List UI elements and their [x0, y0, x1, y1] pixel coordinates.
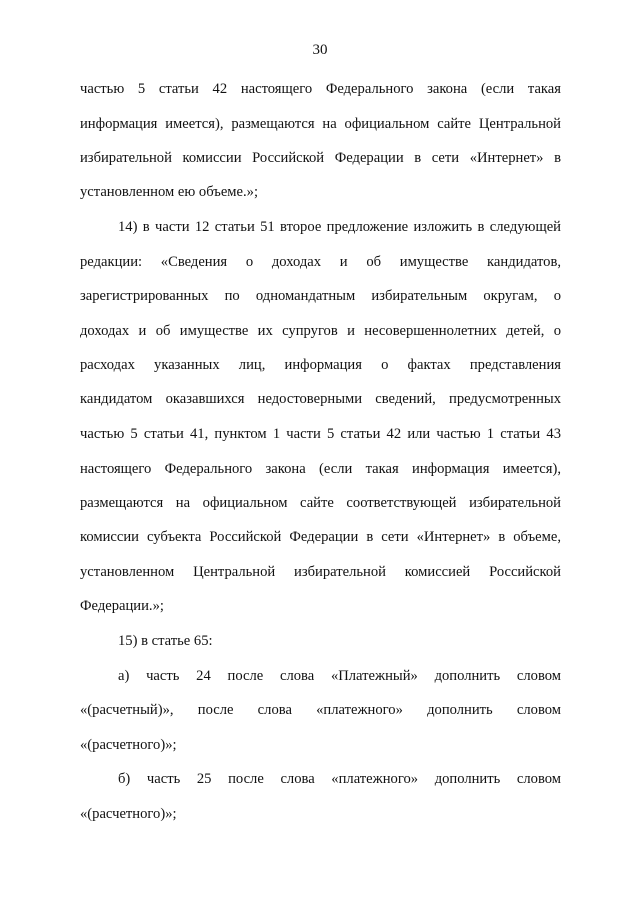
text-line: «(расчетного)»;	[80, 806, 177, 822]
text-line: б) часть 25 после слова «платежного» дополнить словом	[118, 771, 561, 787]
text-line: «(расчетного)»;	[80, 737, 177, 753]
text-line: 14) в части 12 статьи 51 второе предложение изложить в следующей	[118, 219, 561, 235]
text-line: «(расчетный)», после слова «платежного» дополнить словом	[80, 702, 561, 718]
text-line: избирательной комиссии Российской Федерации в сети «Интернет» в	[80, 150, 561, 166]
text-line: установленном Центральной избирательной комиссией Российской	[80, 564, 561, 580]
text-line: 15) в статье 65:	[118, 633, 213, 649]
text-line: а) часть 24 после слова «Платежный» дополнить словом	[118, 668, 561, 684]
text-line: настоящего Федерального закона (если такая информация имеется),	[80, 461, 561, 477]
text-line: частью 5 статьи 42 настоящего Федерального закона (если такая	[80, 81, 561, 97]
text-line: частью 5 статьи 41, пунктом 1 части 5 статьи 42 или частью 1 статьи 43	[80, 426, 561, 442]
text-line: комиссии субъекта Российской Федерации в сети «Интернет» в объеме,	[80, 529, 561, 545]
text-line: зарегистрированных по одномандатным избирательным округам, о	[80, 288, 561, 304]
text-line: размещаются на официальном сайте соответствующей избирательной	[80, 495, 561, 511]
text-line: расходах указанных лиц, информация о фактах представления	[80, 357, 561, 373]
text-line: доходах и об имуществе их супругов и несовершеннолетних детей, о	[80, 323, 561, 339]
text-line: кандидатом оказавшихся недостоверными сведений, предусмотренных	[80, 391, 561, 407]
text-line: редакции: «Сведения о доходах и об имуществе кандидатов,	[80, 254, 561, 270]
text-line: установленном ею объеме.»;	[80, 184, 259, 200]
page-number: 30	[312, 42, 328, 58]
text-line: Федерации.»;	[80, 598, 164, 614]
text-line: информация имеется), размещаются на официальном сайте Центральной	[80, 116, 561, 132]
